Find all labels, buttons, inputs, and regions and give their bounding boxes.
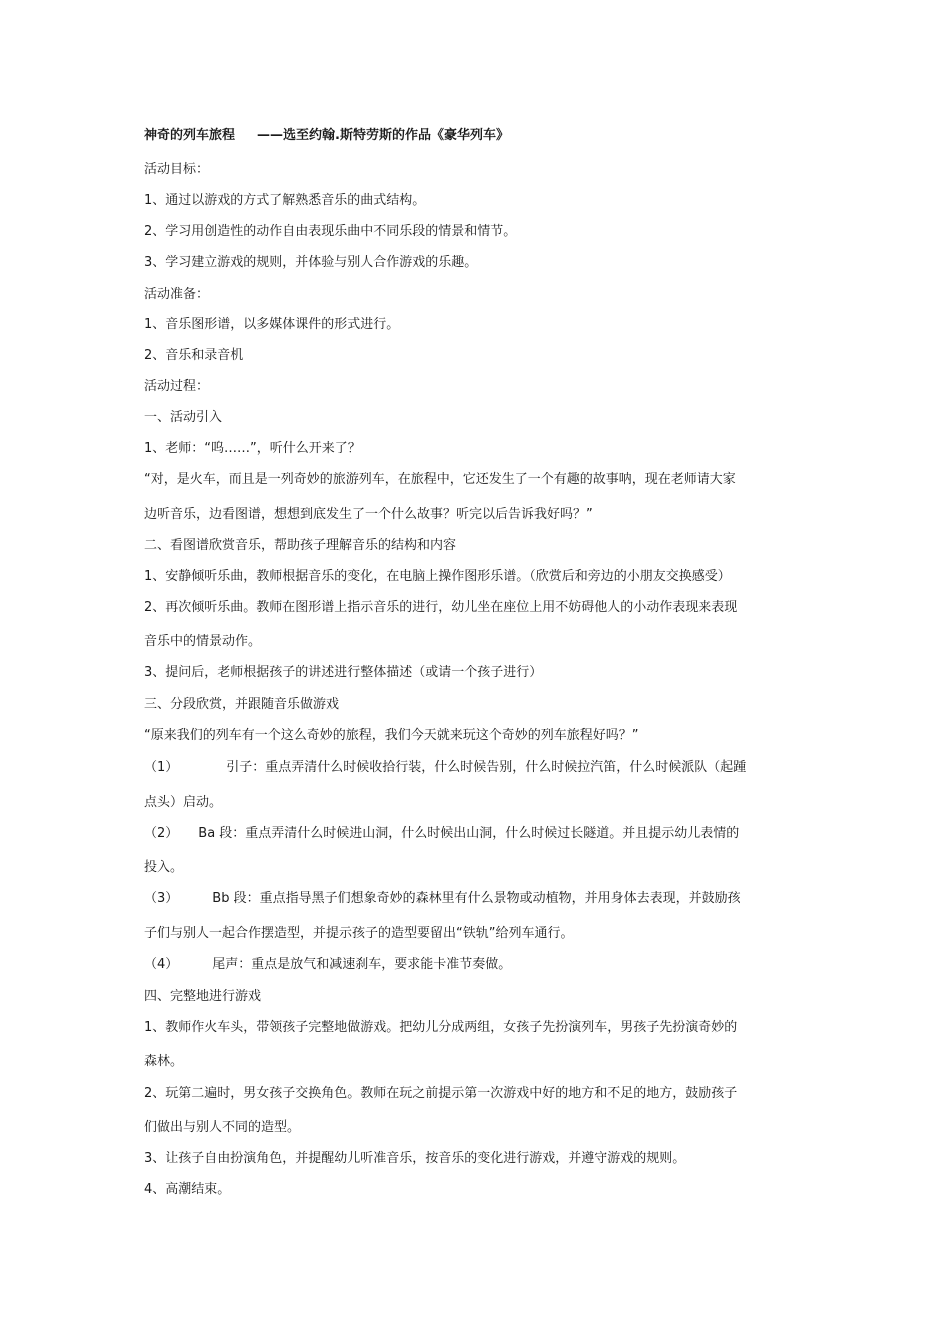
- part-number: （1）: [144, 760, 179, 775]
- section2-item: 2、再次倾听乐曲。教师在图形谱上指示音乐的进行，幼儿坐在座位上用不妨碍他人的小动作表现来表现: [144, 600, 738, 615]
- section4-item: 2、玩第二遍时，男女孩子交换角色。教师在玩之前提示第一次游戏中好的地方和不足的地方，鼓励孩子: [144, 1086, 738, 1101]
- title-sub: ——选至约翰.斯特劳斯的作品《豪华列车》: [257, 128, 509, 143]
- section2-item: 1、安静倾听乐曲，教师根据音乐的变化，在电脑上操作图形乐谱。（欣赏后和旁边的小朋友交换感受）: [144, 569, 731, 584]
- section4-heading: 四、完整地进行游戏: [144, 989, 262, 1004]
- section2-heading: 二、看图谱欣赏音乐，帮助孩子理解音乐的结构和内容: [144, 538, 457, 553]
- section4-item: 森林。: [144, 1054, 184, 1069]
- part-text: 引子：重点弄清什么时候收拾行装，什么时候告别，什么时候拉汽笛，什么时候派队（起踵: [226, 760, 747, 775]
- goal-item: 1、通过以游戏的方式了解熟悉音乐的曲式结构。: [144, 193, 426, 208]
- part-text: Ba 段：重点弄清什么时候进山洞，什么时候出山洞，什么时候过长隧道。并且提示幼儿表情的: [198, 826, 740, 841]
- section4-item: 1、教师作火车头，带领孩子完整地做游戏。把幼儿分成两组，女孩子先扮演列车，男孩子先扮演奇妙的: [144, 1020, 738, 1035]
- section4-item: 4、高潮结束。: [144, 1182, 231, 1197]
- section1-quote-line: 边听音乐，边看图谱，想想到底发生了一个什么故事？听完以后告诉我好吗？”: [144, 507, 593, 522]
- part-number: （3）: [144, 891, 179, 906]
- section3-part: [144, 759, 746, 777]
- part-text: 尾声：重点是放气和减速刹车，要求能卡准节奏做。: [212, 957, 512, 972]
- section4-item: 们做出与别人不同的造型。: [144, 1120, 301, 1135]
- section3-heading: 三、分段欣赏，并跟随音乐做游戏: [144, 697, 340, 712]
- goal-item: 2、学习用创造性的动作自由表现乐曲中不同乐段的情景和情节。: [144, 224, 517, 239]
- section2-item: 音乐中的情景动作。: [144, 634, 262, 649]
- prep-item: 2、音乐和录音机: [144, 348, 244, 363]
- prep-item: 1、音乐图形谱，以多媒体课件的形式进行。: [144, 317, 400, 332]
- section3-part: [144, 890, 741, 908]
- section1-heading: 一、活动引入: [144, 410, 223, 425]
- goals-heading: 活动目标：: [144, 162, 210, 177]
- section3-part: [144, 825, 739, 843]
- section2-item: 3、提问后，老师根据孩子的讲述进行整体描述（或请一个孩子进行）: [144, 665, 543, 680]
- part-number: （4）: [144, 957, 179, 972]
- part-number: （2）: [144, 826, 179, 841]
- title-main: 神奇的列车旅程: [144, 128, 236, 143]
- section3-quote: “原来我们的列车有一个这么奇妙的旅程，我们今天就来玩这个奇妙的列车旅程好吗？”: [144, 728, 639, 743]
- goal-item: 3、学习建立游戏的规则，并体验与别人合作游戏的乐趣。: [144, 255, 478, 270]
- section1-quote-line: “对，是火车，而且是一列奇妙的旅游列车，在旅程中，它还发生了一个有趣的故事呐，现在老师请大家: [144, 472, 736, 487]
- section3-part: 子们与别人一起合作摆造型，并提示孩子的造型要留出“铁轨”给列车通行。: [144, 926, 574, 941]
- section3-part: 点头）启动。: [144, 795, 223, 810]
- section3-part: 投入。: [144, 860, 184, 875]
- section4-item: 3、让孩子自由扮演角色，并提醒幼儿听准音乐，按音乐的变化进行游戏，并遵守游戏的规则。: [144, 1151, 686, 1166]
- section3-part: [144, 956, 511, 974]
- section1-line: 1、老师：“呜……”，听什么开来了？: [144, 441, 361, 456]
- document-title: [144, 127, 509, 145]
- prep-heading: 活动准备：: [144, 287, 210, 302]
- part-text: Bb 段：重点指导黑子们想象奇妙的森林里有什么景物或动植物，并用身体去表现，并鼓励孩: [212, 891, 741, 906]
- process-heading: 活动过程：: [144, 379, 210, 394]
